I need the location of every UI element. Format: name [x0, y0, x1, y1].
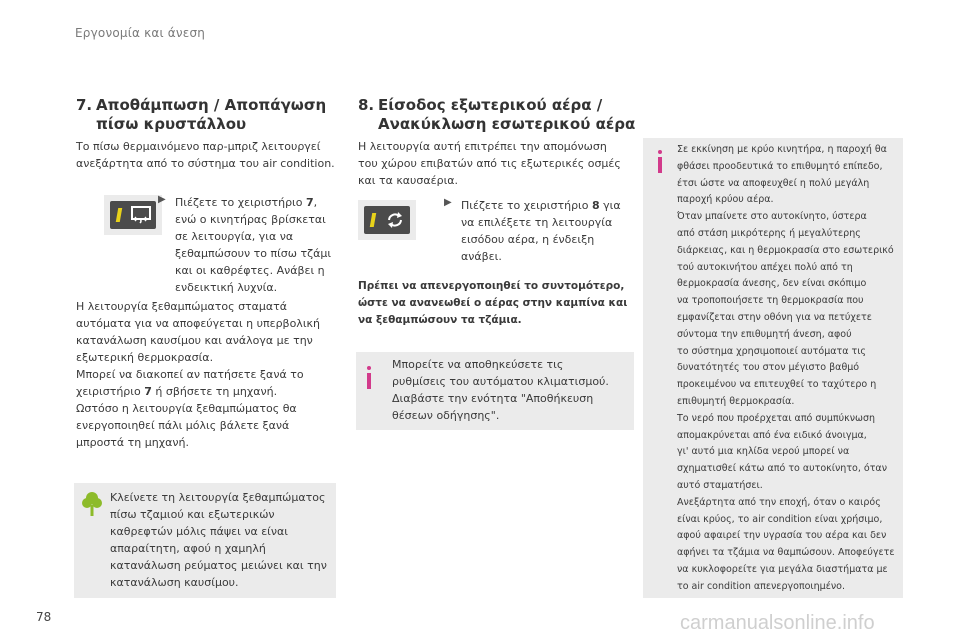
page-number: 78 [36, 610, 52, 624]
climate-info-text: Σε εκκίνηση με κρύο κινητήρα, η παροχή θα φθάσει προοδευτικά το επιθυμητό επίπεδο, έτσι ώστε να αποφευχθεί η πολύ μεγάλη παροχή κρύου αέρα. Όταν μπαίνετε στο αυτοκίνητο, ύστερα από στάση μικρότερης ή μεγαλύτερης διάρκειας, και η θερμοκρασία στο εσωτερικό τού αυτοκινήτου απέχει πολύ από τη θερμοκρασία άνεσης, δεν είναι σκόπιμο να τροποποιήσετε τη θερμοκρασία που εμφανίζεται στην οθόνη για να πετύχετε σύντομα την επιθυμητή άνεση, αφού το σύστημα χρησιμοποιεί αυτόματα τις δυνατότητές του στον μέγιστο βαθμό προκειμένου να επιτευχθεί το ταχύτερο η επιθυμητή θερμοκρασία. Το νερό που προέρχεται από συμπύκνωση απομακρύνεται από ένα ειδικό άνοιγμα, γι' αυτό μια κηλίδα νερού μπορεί να σχηματισθεί κάτω από το αυτοκίνητο, όταν αυτό σταματήσει. Ανεξάρτητα από την εποχή, όταν ο καιρός είναι κρύος, το air condition είναι χρήσιμο, αφού αφαιρεί την υγρασία του αέρα και δεν αφήνει τα τζάμια να θαμπώσουν. Αποφεύγετε να κυκλοφορείτε για μεγάλα διαστήματα με το air condition απενεργοποιημένο. [677, 144, 895, 592]
info-icon [655, 150, 665, 176]
climate-info-box [643, 138, 903, 598]
section7-bullet: Πιέζετε το χειριστήριο 7, ενώ ο κινητήρας βρίσκεται σε λειτουργία, για να ξεθαμπώσουν το πίσω τζάμι και οι καθρέφτες. Ανάβει η ενδεικτική λυχνία. [175, 196, 332, 294]
watermark: carmanualsonline.info [680, 612, 875, 634]
memory-info-text: Μπορείτε να αποθηκεύσετε τις ρυθμίσεις του αυτόματου κλιματισμού. Διαβάστε την ενότητα "Αποθήκευση θέσεων οδήγησης". [392, 358, 609, 422]
section8-title: 8. Είσοδος εξωτερικού αέρα / Ανακύκλωση εσωτερικού αέρα [358, 96, 636, 133]
rear-defrost-button-image [104, 195, 162, 235]
eco-tip-text: Κλείνετε τη λειτουργία ξεθαμπώματος πίσω τζαμιού και εξωτερικών καθρεφτών μόλις πάψει να είναι απαραίτητη, αφού η χαμηλή κατανάλωση ρεύματος μειώνει και την κατανάλωση καυσίμου. [110, 491, 327, 589]
triangle-bullet-icon: ▶ [158, 194, 166, 205]
section8-warning: Πρέπει να απενεργοποιηθεί το συντομότερο, ώστε να ανανεωθεί ο αέρας στην καμπίνα και να ξεθαμπώσουν τα τζάμια. [358, 280, 628, 326]
eco-tip-box [74, 483, 336, 598]
section8-intro: Η λειτουργία αυτή επιτρέπει την απομόνωση του χώρου επιβατών από τις εξωτερικές οσμές και τα καυσαέρια. [358, 140, 621, 187]
indicator-light [116, 208, 122, 222]
section7-paragraph: Η λειτουργία ξεθαμπώματος σταματά αυτόματα για να αποφεύγεται η υπερβολική κατανάλωση καυσίμου και ανάλογα με την εξωτερική θερμοκρασία. Μπορεί να διακοπεί αν πατήσετε ξανά το χειριστήριο 7 ή σβήσετε τη μηχανή. Ωστόσο η λειτουργία ξεθαμπώματος θα ενεργοποιηθεί πάλι μόλις βάλετε ξανά μπροστά τη μηχανή. [76, 300, 320, 449]
defrost-glyph [130, 205, 152, 225]
eco-tree-icon [82, 491, 102, 517]
air-recirculation-icon [364, 206, 410, 234]
section8-bullet: Πιέζετε το χειριστήριο 8 για να επιλέξετε τη λειτουργία εισόδου αέρα, η ένδειξη ανάβει. [461, 199, 621, 263]
memory-info-box [356, 352, 634, 430]
indicator-light [370, 213, 376, 227]
info-icon [364, 366, 374, 392]
recirculation-glyph [384, 209, 406, 231]
triangle-bullet-icon: ▶ [444, 197, 452, 208]
section7-intro: Το πίσω θερμαινόμενο παρ-μπριζ λειτουργεί ανεξάρτητα από το σύστημα του air condition. [76, 140, 335, 170]
page-header: Εργονομία και άνεση [75, 26, 206, 40]
recirculation-button-image [358, 200, 416, 240]
rear-defrost-icon [110, 201, 156, 229]
section7-title: 7. Αποθάμπωση / Αποπάγωση πίσω κρυστάλλου [76, 96, 327, 133]
